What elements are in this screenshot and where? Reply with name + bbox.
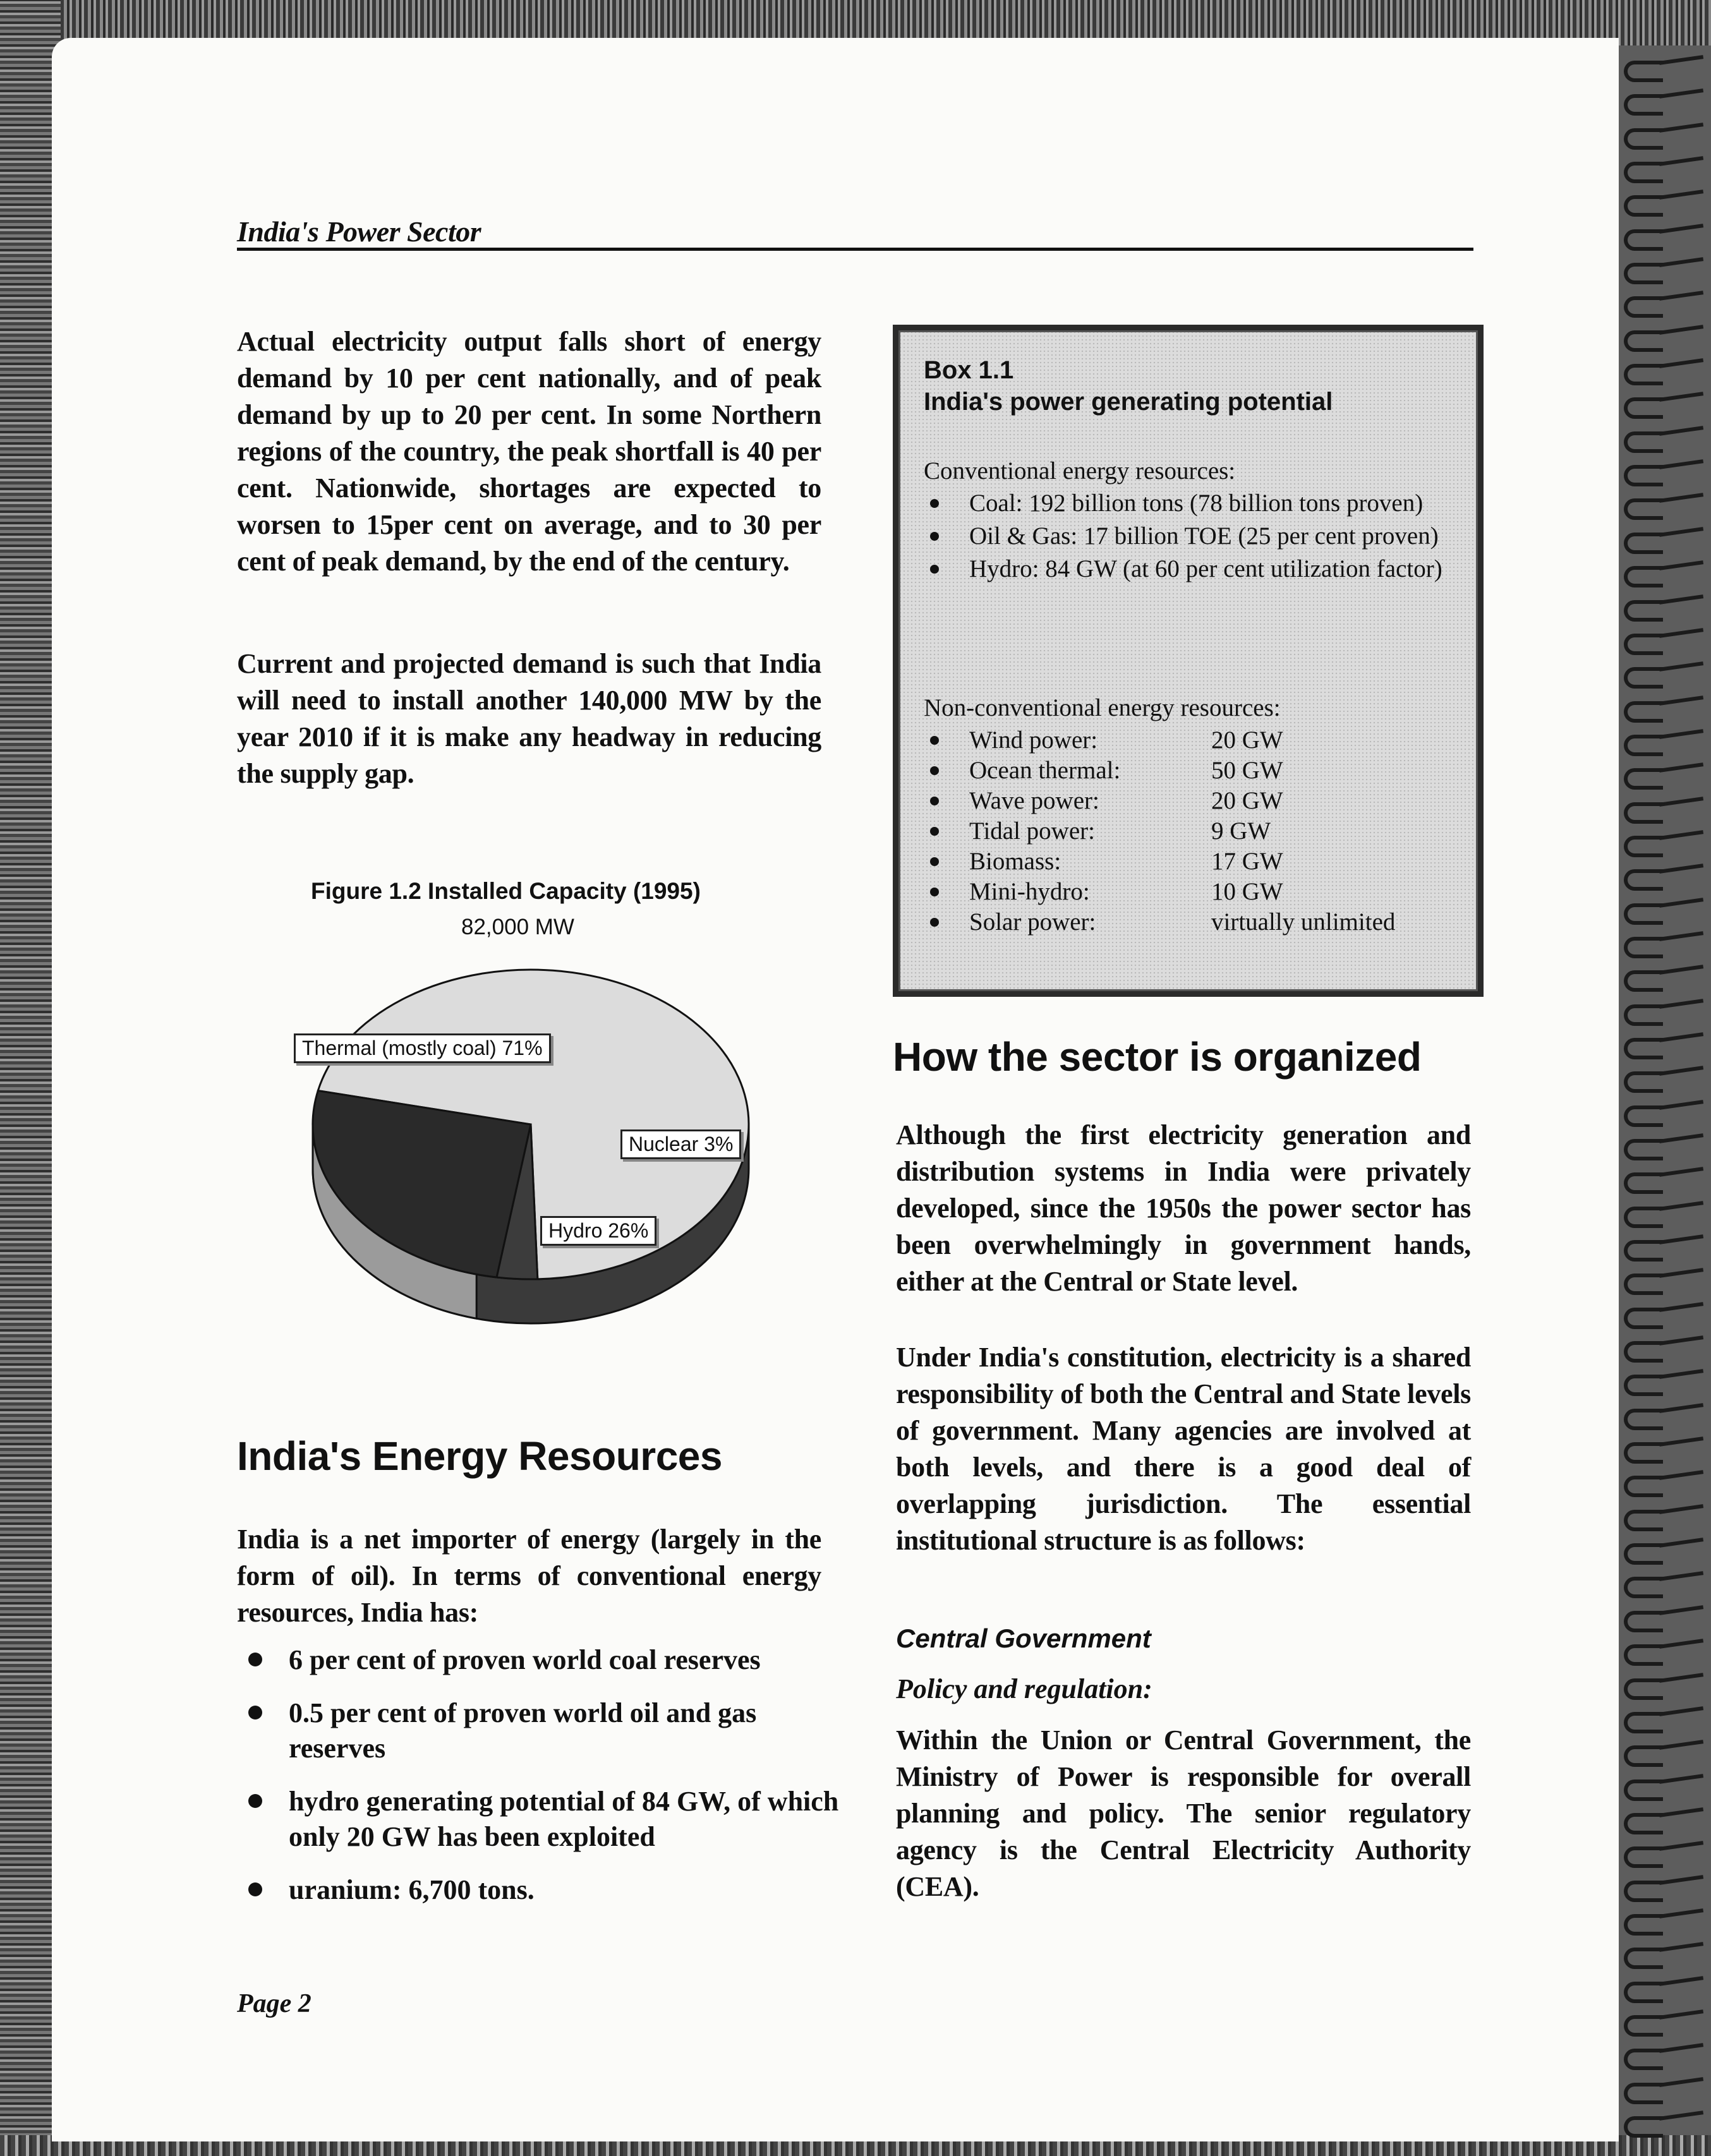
spiral-binding xyxy=(1605,57,1711,2135)
bullet-icon xyxy=(930,565,939,574)
pie-label-hydro: Hydro 26% xyxy=(540,1216,656,1246)
figure-subtitle: 82,000 MW xyxy=(461,915,574,939)
sector-organization-heading: How the sector is organized xyxy=(893,1034,1422,1080)
spiral-coil xyxy=(1605,360,1711,383)
pie-label-thermal: Thermal (mostly coal) 71% xyxy=(294,1033,551,1063)
box-conventional-heading: Conventional energy resources: xyxy=(924,457,1236,485)
spiral-coil xyxy=(1605,495,1711,517)
spiral-coil xyxy=(1605,461,1711,484)
spiral-coil xyxy=(1605,1910,1711,1933)
spiral-coil xyxy=(1605,124,1711,147)
box-conventional-list xyxy=(924,488,1448,584)
spiral-coil xyxy=(1605,1675,1711,1697)
spiral-coil xyxy=(1605,731,1711,754)
spiral-coil xyxy=(1605,1304,1711,1327)
spiral-coil xyxy=(1605,1539,1711,1562)
spiral-coil xyxy=(1605,697,1711,720)
spiral-coil xyxy=(1605,663,1711,686)
spiral-coil xyxy=(1605,1438,1711,1461)
right-paragraph-1: Although the first electricity generation and distribution systems in India were privately developed, since the 1950s the power sector has been overwhelmingly in government hands, either at the Central or State level. xyxy=(896,1119,1471,1297)
spiral-coil xyxy=(1605,1203,1711,1226)
spiral-coil xyxy=(1605,832,1711,855)
page-number: Page 2 xyxy=(237,1989,311,2018)
spiral-coil xyxy=(1605,2112,1711,2135)
spiral-coil xyxy=(1605,191,1711,214)
spiral-coil xyxy=(1605,900,1711,922)
spiral-coil xyxy=(1605,1135,1711,1158)
spiral-coil xyxy=(1605,2011,1711,2034)
spiral-coil xyxy=(1605,1472,1711,1495)
list-item: Wind power: 20 GW xyxy=(924,725,1467,756)
left-paragraph-2: Current and projected demand is such that India will need to install another 140,000 MW by the year 2010 if it is make any headway in reducing the supply gap. xyxy=(237,648,821,789)
spiral-coil xyxy=(1605,764,1711,787)
spiral-coil xyxy=(1605,1102,1711,1124)
spiral-coil xyxy=(1605,562,1711,585)
figure-title: Figure 1.2 Installed Capacity (1995) xyxy=(311,878,701,904)
running-head: India's Power Sector xyxy=(237,215,481,248)
spiral-coil xyxy=(1605,1034,1711,1057)
spiral-coil xyxy=(1605,1337,1711,1360)
spiral-coil xyxy=(1605,1843,1711,1865)
spiral-coil xyxy=(1605,1708,1711,1731)
spiral-coil xyxy=(1605,529,1711,551)
box-heading: India's power generating potential xyxy=(924,388,1333,416)
spiral-coil xyxy=(1605,865,1711,888)
policy-regulation-subhead: Policy and regulation: xyxy=(896,1673,1152,1704)
spiral-coil xyxy=(1605,1742,1711,1764)
box-label: Box 1.1 xyxy=(924,356,1014,384)
right-paragraph-2: Under India's constitution, electricity is a shared responsibility of both the Central and State levels of government. Many agencies are involved at both levels, and there is a good deal of overlapping jurisdiction. The essential institutional structure is as follows: xyxy=(896,1342,1471,1556)
spiral-coil xyxy=(1605,158,1711,181)
bullet-icon xyxy=(248,1882,262,1896)
spiral-coil xyxy=(1605,1405,1711,1428)
bullet-icon xyxy=(930,827,939,836)
box-nonconventional-list xyxy=(924,725,1467,937)
bullet-icon xyxy=(930,499,939,508)
energy-resources-list xyxy=(237,1642,843,1925)
spiral-coil xyxy=(1605,596,1711,619)
list-item: Coal: 192 billion tons (78 billion tons proven) xyxy=(924,488,1448,519)
box-title xyxy=(924,354,1333,418)
bullet-icon xyxy=(930,797,939,805)
spiral-coil xyxy=(1605,1809,1711,1832)
bullet-icon xyxy=(248,1653,262,1666)
list-item: Hydro: 84 GW (at 60 per cent utilization factor) xyxy=(924,554,1448,584)
spiral-coil xyxy=(1605,226,1711,248)
spiral-coil xyxy=(1605,259,1711,282)
list-item: 6 per cent of proven world coal reserves xyxy=(237,1642,843,1678)
spiral-coil xyxy=(1605,933,1711,956)
spiral-coil xyxy=(1605,1371,1711,1394)
spiral-coil xyxy=(1605,1641,1711,1663)
spiral-coil xyxy=(1605,90,1711,113)
list-item: Oil & Gas: 17 billion TOE (25 per cent proven) xyxy=(924,521,1448,551)
list-item: Biomass: 17 GW xyxy=(924,846,1467,877)
header-rule xyxy=(237,248,1473,251)
spiral-coil xyxy=(1605,1573,1711,1596)
spiral-coil xyxy=(1605,292,1711,315)
spiral-coil xyxy=(1605,2079,1711,2102)
bullet-icon xyxy=(930,766,939,775)
list-item: Wave power: 20 GW xyxy=(924,786,1467,816)
spiral-coil xyxy=(1605,1270,1711,1292)
list-item: Ocean thermal: 50 GW xyxy=(924,756,1467,786)
bullet-icon xyxy=(930,532,939,541)
list-item: Mini-hydro: 10 GW xyxy=(924,877,1467,907)
spiral-coil xyxy=(1605,1068,1711,1090)
spiral-coil xyxy=(1605,1944,1711,1966)
bullet-icon xyxy=(930,736,939,745)
list-item: Tidal power: 9 GW xyxy=(924,816,1467,846)
spiral-coil xyxy=(1605,2045,1711,2068)
spiral-coil xyxy=(1605,1001,1711,1023)
installed-capacity-pie-chart xyxy=(303,967,758,1371)
left-paragraph-1: Actual electricity output falls short of energy demand by 10 per cent nationally, and of peak demand by up to 20 per cent. In some Northern regions of the country, the peak shortfall is 40 per cent. Nationwide, shortages are expected to worsen to 15per cent on average, and to 30 per cent of peak demand, by the end of the century. xyxy=(237,326,821,577)
list-item: hydro generating potential of 84 GW, of which only 20 GW has been exploited xyxy=(237,1784,843,1855)
spiral-coil xyxy=(1605,1776,1711,1798)
left-paragraph-3: India is a net importer of energy (largely in the form of oil). In terms of conventional energy resources, India has: xyxy=(237,1524,821,1628)
spiral-coil xyxy=(1605,1236,1711,1259)
bullet-icon xyxy=(248,1794,262,1808)
bullet-icon xyxy=(930,888,939,896)
spiral-coil xyxy=(1605,394,1711,416)
spiral-coil xyxy=(1605,630,1711,653)
box-nonconventional-heading: Non-conventional energy resources: xyxy=(924,694,1281,721)
bullet-icon xyxy=(248,1706,262,1719)
spiral-coil xyxy=(1605,1877,1711,1900)
spiral-coil xyxy=(1605,1506,1711,1529)
spiral-coil xyxy=(1605,327,1711,349)
list-item: uranium: 6,700 tons. xyxy=(237,1872,843,1908)
bullet-icon xyxy=(930,918,939,927)
list-item: Solar power: virtually unlimited xyxy=(924,907,1467,937)
pie-label-nuclear: Nuclear 3% xyxy=(620,1129,741,1159)
bullet-icon xyxy=(930,857,939,866)
list-item: 0.5 per cent of proven world oil and gas reserves xyxy=(237,1695,843,1766)
spiral-coil xyxy=(1605,1978,1711,2001)
box-1-1 xyxy=(893,325,1484,997)
spiral-coil xyxy=(1605,428,1711,450)
spiral-coil xyxy=(1605,798,1711,821)
central-government-subhead: Central Government xyxy=(896,1623,1151,1653)
spiral-coil xyxy=(1605,1169,1711,1191)
energy-resources-heading: India's Energy Resources xyxy=(237,1433,722,1479)
spiral-coil xyxy=(1605,967,1711,989)
right-paragraph-3: Within the Union or Central Government, the Ministry of Power is responsible for overall planning and policy. The senior regulatory agency is the Central Electricity Authority (CEA). xyxy=(896,1725,1471,1902)
spiral-coil xyxy=(1605,57,1711,80)
spiral-coil xyxy=(1605,1607,1711,1630)
